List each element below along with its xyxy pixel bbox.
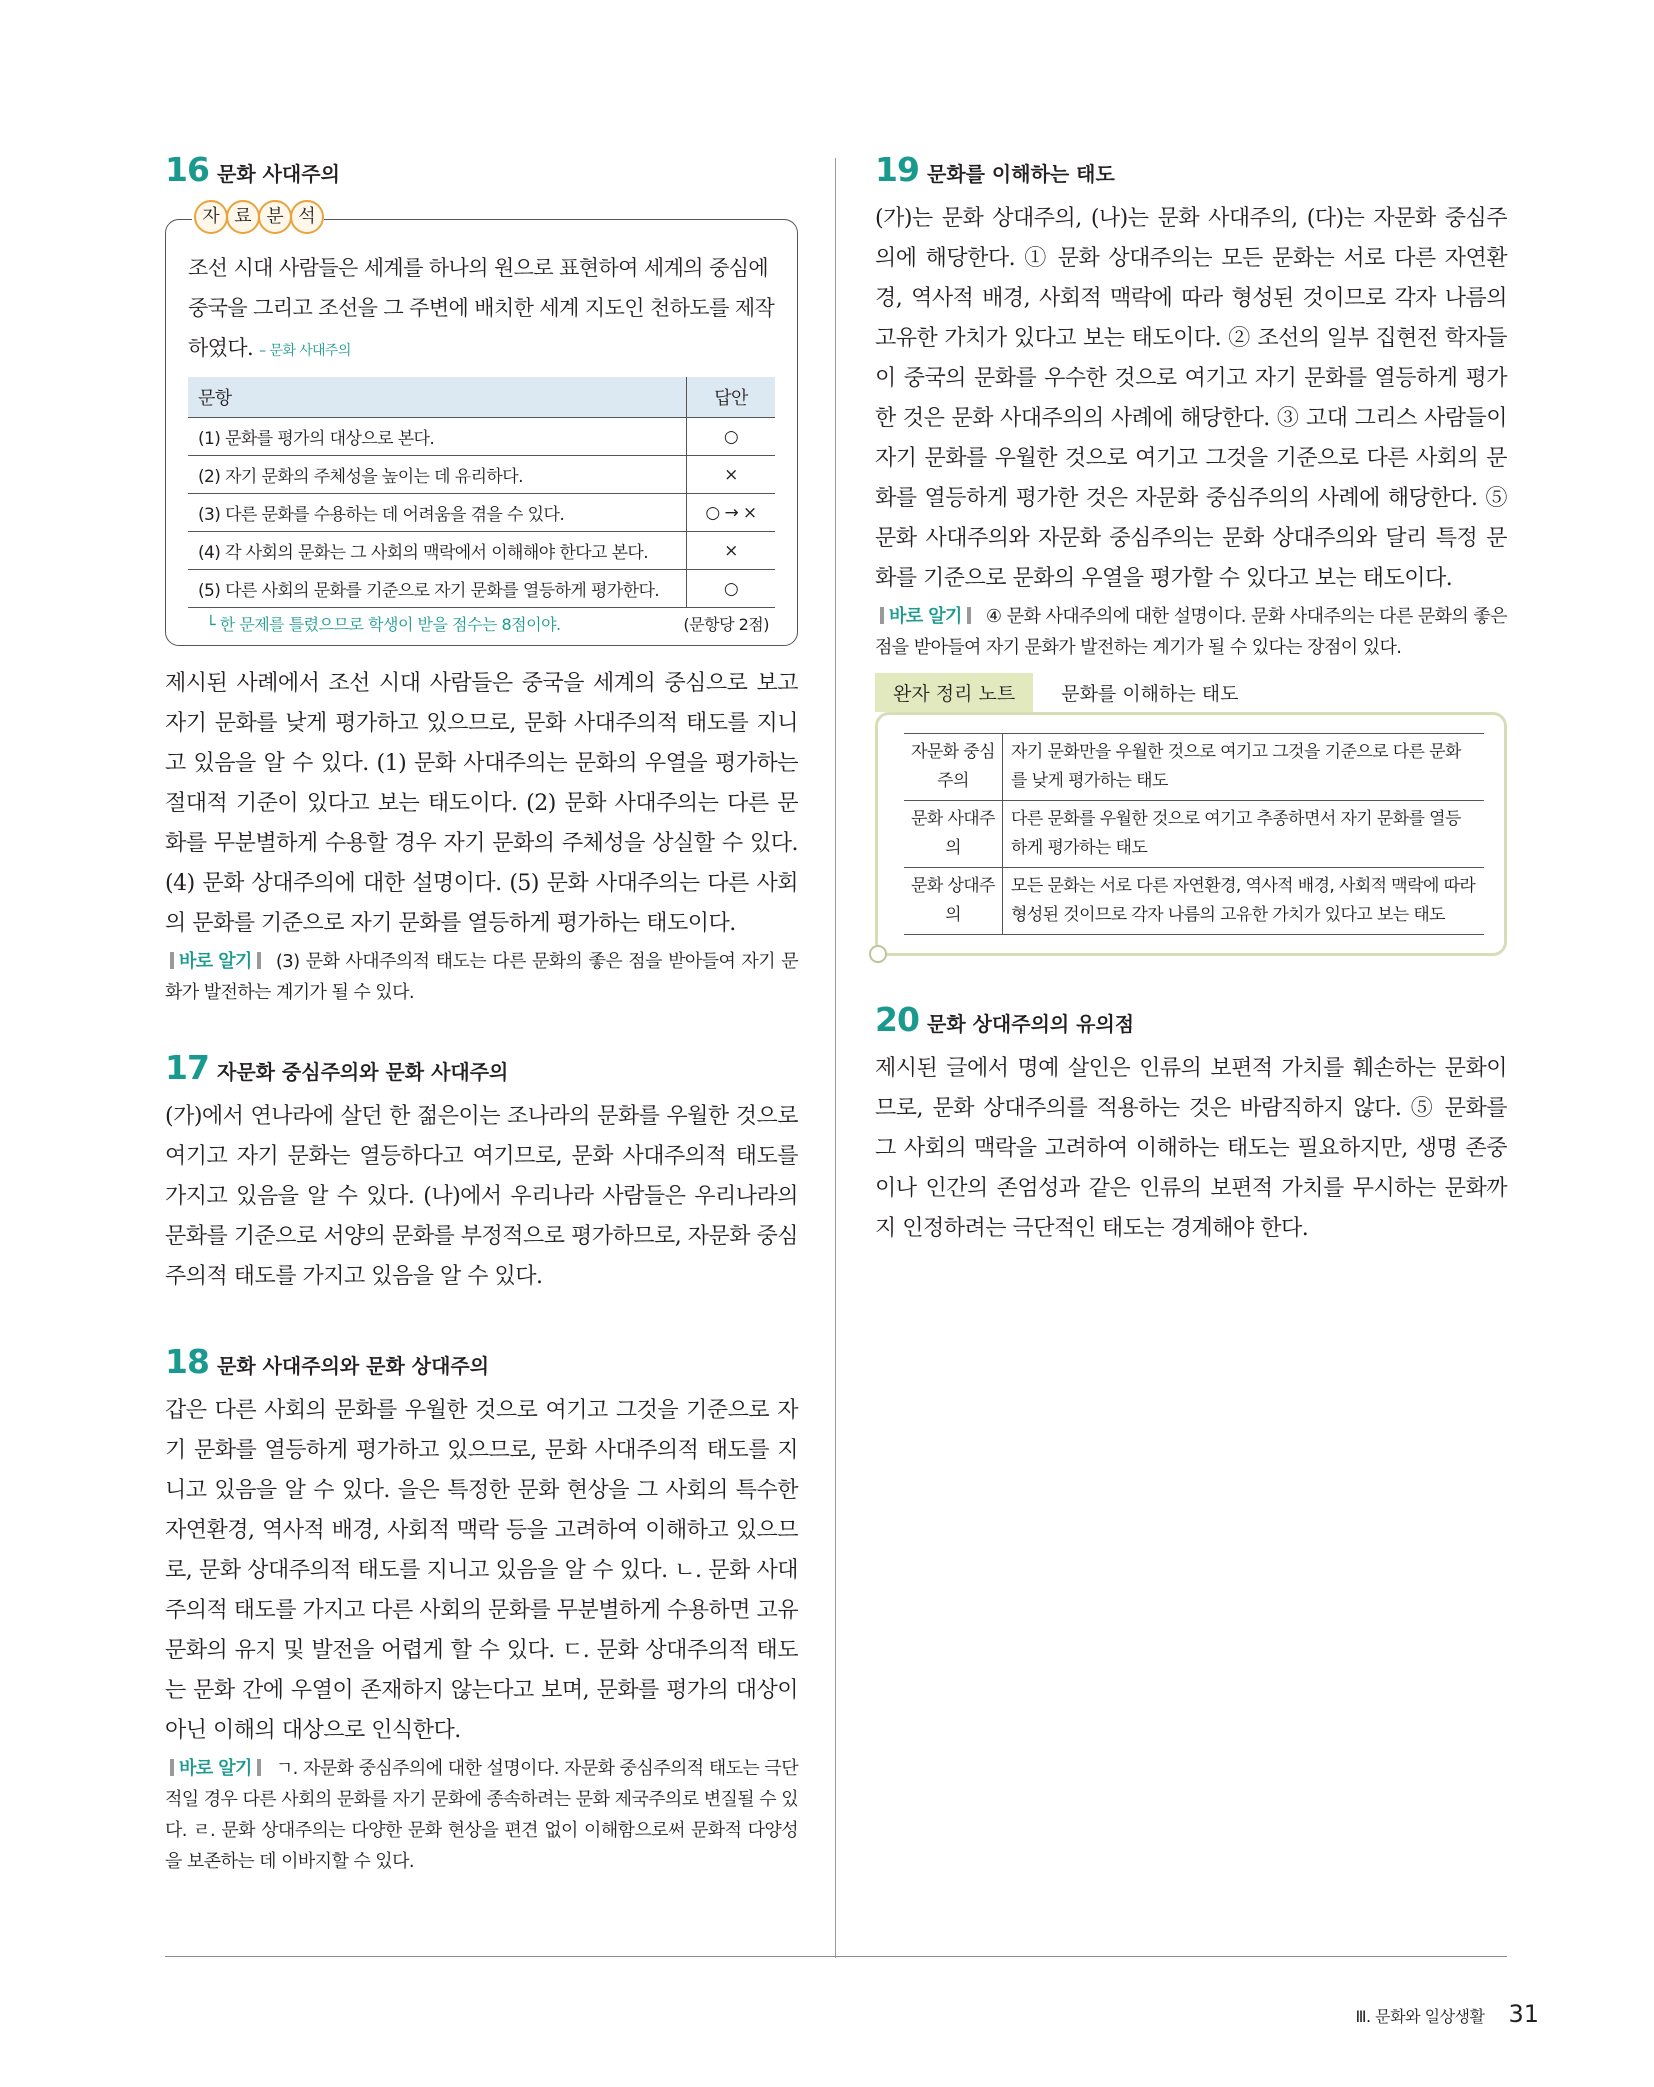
question-cell: (1) 문화를 평가의 대상으로 본다. (188, 418, 687, 456)
tip-text: ④ 문화 사대주의에 대한 설명이다. 문화 사대주의는 다른 문화의 좋은 점을 받아들여 자기 문화가 발전하는 계기가 될 수 있다는 장점이 있다. (875, 606, 1507, 658)
summary-note-tab (875, 673, 1507, 712)
data-analysis-box (165, 206, 798, 646)
label-char: 석 (290, 200, 324, 234)
data-analysis-label (192, 200, 324, 234)
section-title: 자문화 중심주의와 문화 사대주의 (217, 1060, 509, 1084)
summary-note-frame (875, 712, 1507, 956)
section-17-body: (가)에서 연나라에 살던 한 젊은이는 조나라의 문화를 우월한 것으로 여기고 자기 문화는 열등하다고 여기므로, 문화 사대주의적 태도를 가지고 있음을 알 수 있다. (나)에서 우리나라 사람들은 우리나라의 문화를 기준으로 서양의 문화를 부정적으로 평가하므로, 자문화 중심주의적 태도를 가지고 있음을 알 수 있다. (165, 1104, 799, 1289)
question-cell: (5) 다른 사회의 문화를 기준으로 자기 문화를 열등하게 평가한다. (188, 570, 687, 608)
table-row (904, 801, 1484, 868)
label-char: 료 (226, 200, 260, 234)
footer-rule (165, 1956, 1507, 1957)
answer-cell: ○ (687, 570, 776, 608)
term-cell: 자문화 중심주의 (904, 734, 1003, 801)
table-row (188, 418, 775, 456)
answer-cell: ○ → × (687, 494, 776, 532)
right-column (875, 150, 1507, 1249)
section-18-body: 갑은 다른 사회의 문화를 우월한 것으로 여기고 그것을 기준으로 자기 문화를 열등하게 평가하고 있으므로, 문화 사대주의적 태도를 지니고 있음을 알 수 있다. 을은 특정한 문화 현상을 그 사회의 특수한 자연환경, 역사적 배경, 사회적 맥락 등을 고려하여 이해하고 있으므로, 문화 상대주의적 태도를 지니고 있음을 알 수 있다. ㄴ. 문화 사대주의적 태도를 가지고 다른 사회의 문화를 무분별하게 수용하면 고유문화의 유지 및 발전을 어렵게 할 수 있다. ㄷ. 문화 상대주의적 태도는 문화 간에 우열이 존재하지 않는다고 보며, 문화를 평가의 대상이 아닌 이해의 대상으로 인식한다. (165, 1398, 799, 1743)
summary-note (875, 673, 1507, 956)
section-20-body: 제시된 글에서 명예 살인은 인류의 보편적 가치를 훼손하는 문화이므로, 문화 상대주의를 적용하는 것은 바람직하지 않다. ⑤ 문화를 그 사회의 맥락을 고려하여 이해하는 태도는 필요하지만, 생명 존중이나 인간의 존엄성과 같은 인류의 보편적 가치를 무시하는 문화까지 인정하려는 극단적인 태도는 경계해야 한다. (875, 1056, 1507, 1241)
section-title: 문화 상대주의의 유의점 (927, 1012, 1135, 1036)
page-footer (1355, 2000, 1539, 2028)
section-number: 19 (875, 150, 919, 189)
section-number: 20 (875, 1000, 919, 1039)
section-title: 문화 사대주의 (217, 162, 340, 186)
analysis-text (188, 248, 775, 371)
label-char: 분 (258, 200, 292, 234)
section-18-tip (165, 1753, 798, 1877)
section-18-header (165, 1342, 798, 1381)
section-title: 문화 사대주의와 문화 상대주의 (217, 1354, 490, 1378)
left-column (165, 150, 798, 1877)
table-row (904, 868, 1484, 935)
tip-badge: 바로 알기 (875, 601, 976, 632)
section-19-tip (875, 601, 1507, 663)
answer-cell: × (687, 456, 776, 494)
definition-cell: 다른 문화를 우월한 것으로 여기고 추종하면서 자기 문화를 열등하게 평가하는 태도 (1003, 801, 1485, 868)
section-number: 16 (165, 150, 209, 189)
summary-table (904, 733, 1484, 935)
ring-ornament-icon (869, 945, 887, 963)
table-row (904, 734, 1484, 801)
score-note: └ 한 문제를 틀렸으므로 학생이 받을 점수는 8점이야. (206, 615, 561, 634)
table-row (188, 494, 775, 532)
section-16-tip (165, 946, 798, 1008)
section-number: 17 (165, 1048, 209, 1087)
section-17-header (165, 1048, 798, 1087)
column-header-question: 문항 (188, 377, 687, 418)
table-row (188, 570, 775, 608)
section-16-body: 제시된 사례에서 조선 시대 사람들은 중국을 세계의 중심으로 보고 자기 문화를 낮게 평가하고 있으므로, 문화 사대주의적 태도를 지니고 있음을 알 수 있다. (1) 문화 사대주의는 문화의 우열을 평가하는 절대적 기준이 있다고 보는 태도이다. (2) 문화 사대주의는 다른 문화를 무분별하게 수용할 경우 자기 문화의 주체성을 상실할 수 있다. (4) 문화 상대주의에 대한 설명이다. (5) 문화 사대주의는 다른 사회의 문화를 기준으로 자기 문화를 열등하게 평가하는 태도이다. (165, 671, 798, 936)
tip-badge: 바로 알기 (165, 946, 266, 977)
summary-note-tab-label: 완자 정리 노트 (875, 673, 1033, 712)
tip-badge: 바로 알기 (165, 1753, 266, 1784)
table-row (188, 532, 775, 570)
section-number: 18 (165, 1342, 209, 1381)
definition-cell: 자기 문화만을 우월한 것으로 여기고 그것을 기준으로 다른 문화를 낮게 평가하는 태도 (1003, 734, 1485, 801)
section-20-header (875, 1000, 1507, 1039)
tip-text: (3) 문화 사대주의적 태도는 다른 문화의 좋은 점을 받아들여 자기 문화가 발전하는 계기가 될 수 있다. (165, 951, 798, 1003)
answer-cell: ○ (687, 418, 776, 456)
answer-cell: × (687, 532, 776, 570)
analysis-sentence: 조선 시대 사람들은 세계를 하나의 원으로 표현하여 세계의 중심에 중국을 그리고 조선을 그 주변에 배치한 세계 지도인 천하도를 제작하였다. (188, 256, 775, 360)
term-cell: 문화 상대주의 (904, 868, 1003, 935)
section-16-header (165, 150, 798, 189)
question-table (188, 377, 775, 608)
question-cell: (4) 각 사회의 문화는 그 사회의 맥락에서 이해해야 한다고 본다. (188, 532, 687, 570)
question-cell: (3) 다른 문화를 수용하는 데 어려움을 겪을 수 있다. (188, 494, 687, 532)
chapter-label: Ⅲ. 문화와 일상생활 (1355, 2007, 1485, 2026)
table-row (188, 456, 775, 494)
score-row (188, 608, 775, 635)
definition-cell: 모든 문화는 서로 다른 자연환경, 역사적 배경, 사회적 맥락에 따라 형성된 것이므로 각자 나름의 고유한 가치가 있다고 보는 태도 (1003, 868, 1485, 935)
term-cell: 문화 사대주의 (904, 801, 1003, 868)
score-per-item: (문항당 2점) (683, 615, 769, 634)
question-cell: (2) 자기 문화의 주체성을 높이는 데 유리하다. (188, 456, 687, 494)
analysis-source: – 문화 사대주의 (259, 343, 351, 359)
page-number: 31 (1508, 2000, 1539, 2028)
summary-note-topic: 문화를 이해하는 태도 (1061, 683, 1239, 705)
label-char: 자 (194, 200, 228, 234)
section-19-body: (가)는 문화 상대주의, (나)는 문화 사대주의, (다)는 자문화 중심주의에 해당한다. ① 문화 상대주의는 모든 문화는 서로 다른 자연환경, 역사적 배경, 사회적 맥락에 따라 형성된 것이므로 각자 나름의 고유한 가치가 있다고 보는 태도이다. ② 조선의 일부 집현전 학자들이 중국의 문화를 우수한 것으로 여기고 자기 문화를 열등하게 평가한 것은 문화 사대주의의 사례에 해당한다. ③ 고대 그리스 사람들이 자기 문화를 우월한 것으로 여기고 그것을 기준으로 다른 사회의 문화를 열등하게 평가한 것은 자문화 중심주의의 사례에 해당한다. ⑤ 문화 사대주의와 자문화 중심주의는 문화 상대주의와 달리 특정 문화를 기준으로 문화의 우열을 평가할 수 있다고 보는 태도이다. (875, 206, 1507, 591)
section-19-header (875, 150, 1507, 189)
section-title: 문화를 이해하는 태도 (927, 162, 1115, 186)
column-header-answer: 답안 (687, 377, 776, 418)
column-divider (835, 158, 836, 1958)
tip-text: ㄱ. 자문화 중심주의에 대한 설명이다. 자문화 중심주의적 태도는 극단적일 경우 다른 사회의 문화를 자기 문화에 종속하려는 문화 제국주의로 변질될 수 있다. ㄹ. 문화 상대주의는 다양한 문화 현상을 편견 없이 이해함으로써 문화적 다양성을 보존하는 데 이바지할 수 있다. (165, 1758, 798, 1872)
